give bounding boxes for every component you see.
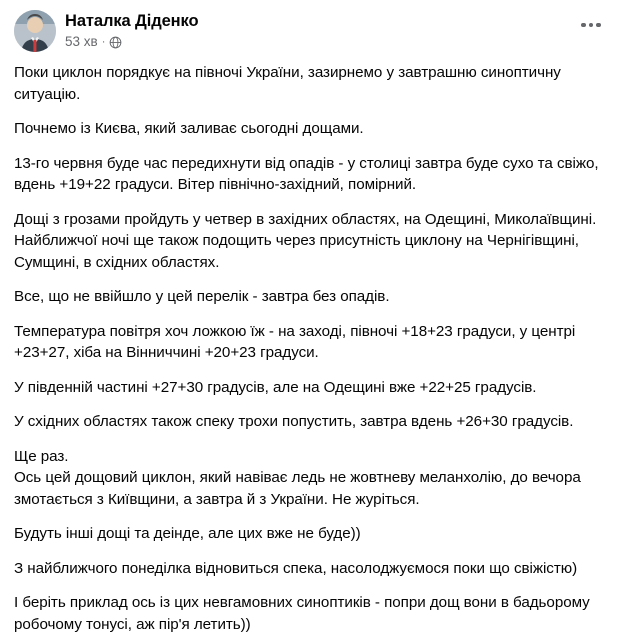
post-paragraph: Температура повітря хоч ложкою їж - на заході, півночі +18+23 градуси, у центрі +23+27, хіба на Вінниччині +20+23 градуси. [14,322,576,361]
post-paragraph: 13-го червня буде час передихнути від опадів - у столиці завтра буде сухо та свіжо, вдень +19+22 градуси. Вітер північно-західний, помірний. [14,154,599,193]
more-dot [589,23,594,28]
post-paragraph: І беріть приклад ось із цих невгамовних синоптиків - попри дощ вони в бадьорому робочому тонусі, аж пір'я летить)) [14,594,590,633]
post-paragraph: Почнемо із Києва, який заливає сьогодні дощами. [14,120,364,137]
post-paragraph: Ще раз. [14,447,69,465]
post-header [14,10,606,52]
more-dot [581,23,586,28]
post-paragraph: У східних областях також спеку трохи попустить, завтра вдень +26+30 градусів. [14,413,574,430]
author-name[interactable]: Наталка Діденко [65,12,199,30]
post-paragraph: Будуть інші дощі та деінде, але цих вже не буде)) [14,525,361,542]
post-timestamp[interactable]: 53 хв [65,34,98,49]
post-header-text [65,10,198,50]
post-paragraph: Все, що не ввійшло у цей перелік - завтра без опадів. [14,288,390,305]
post-paragraph: З найближчого понеділка відновиться спека, насолоджуємося поки що свіжістю) [14,559,578,577]
globe-icon[interactable] [109,36,122,49]
post-paragraph: Найближчої ночі ще також подощить через присутність циклону на Чернігівщині, Сумщині, в східних областях. [14,232,579,271]
meta-separator: · [101,36,106,48]
post-paragraph: Дощі з грозами пройдуть у четвер в західних областях, на Одещині, Миколаївщині. [14,210,597,228]
avatar[interactable] [14,10,56,52]
post-paragraph: У південній частині +27+30 градусів, але на Одещині вже +22+25 градусів. [14,378,537,396]
more-options-icon[interactable] [578,16,604,34]
post-paragraph: Поки циклон порядкує на півночі України, зазирнемо у завтрашню синоптичну ситуацію. [14,64,561,103]
post-body [14,62,606,635]
post-paragraph: Ось цей дощовий циклон, який навіває ледь не жовтневу меланхолію, до вечора змотається з Київщини, а завтра й з України. Не журіться. [14,469,581,508]
more-dot [596,23,601,28]
post-meta [65,34,198,50]
